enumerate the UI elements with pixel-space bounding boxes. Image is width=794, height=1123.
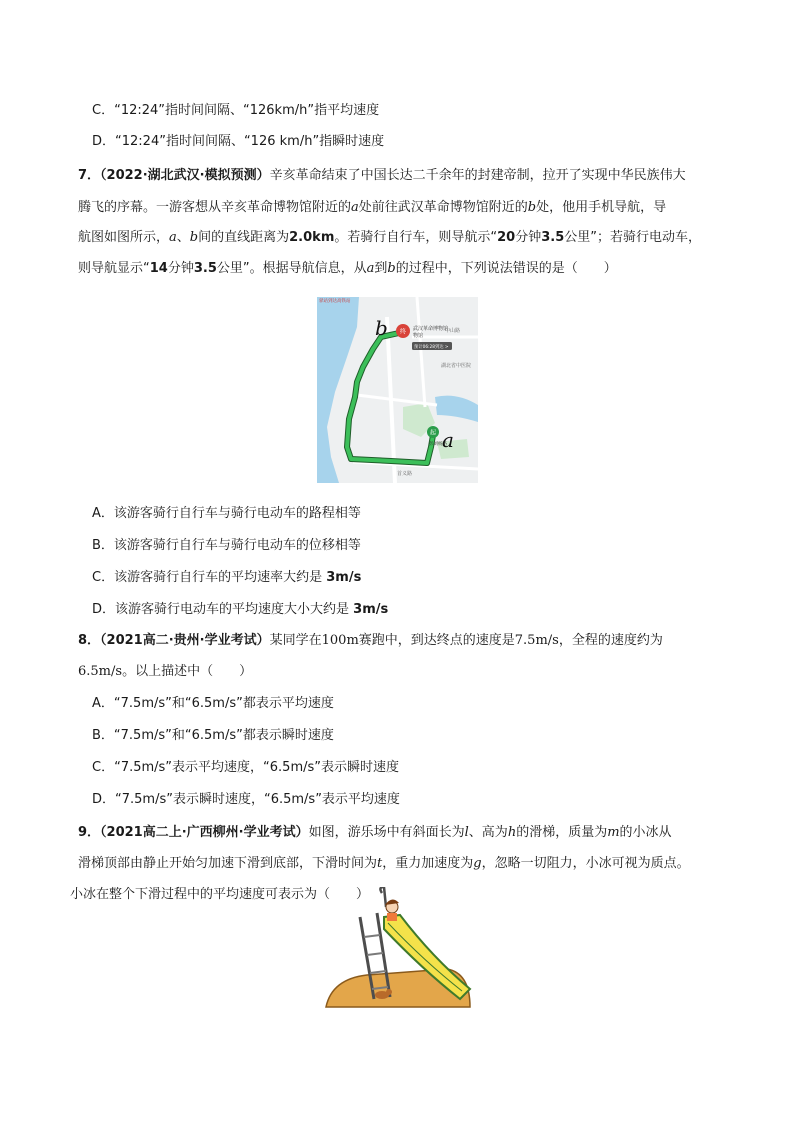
option-letter: C．	[92, 760, 115, 775]
end-badge: 终	[400, 328, 407, 336]
question-source: （2021高二上·广西柳州·学业考试）	[100, 825, 309, 840]
q8-option-b	[92, 726, 334, 746]
bike-minutes: 20	[497, 230, 516, 245]
q7-line-4	[78, 259, 617, 279]
question-text: 间的直线距离为	[198, 230, 290, 245]
option-text: 该游客骑行自行车与骑行电动车的位移相等	[113, 538, 361, 553]
question-text: 。以上描述中（ ）	[122, 664, 253, 679]
variable-t: t	[377, 856, 383, 871]
eta-text: 预计06:28到达 >	[414, 345, 449, 350]
q8-line-1	[78, 631, 663, 651]
hospital-label: 湖北省中医院	[441, 363, 472, 369]
question-text: 辛亥革命结束了中国长达二千余年的封建帝制，拉开了实现中华民族伟大	[269, 168, 686, 183]
q8-line-2	[78, 662, 252, 682]
road-label: 彭刘杨路	[429, 442, 447, 447]
option-letter: B．	[92, 728, 114, 743]
option-letter: D．	[92, 792, 116, 807]
variable-h: h	[507, 825, 517, 840]
navigation-map-figure	[317, 297, 478, 483]
question-text: 分钟	[167, 261, 194, 276]
option-letter: A．	[92, 696, 114, 711]
question-text: 、	[176, 230, 190, 245]
option-text: 该游客骑行自行车的平均速率大约是	[114, 570, 323, 585]
option-text: “7.5m/s”和“6.5m/s”都表示瞬时速度	[113, 728, 334, 743]
question-text: 航图如图所示，	[78, 230, 170, 245]
question-text: 到	[374, 261, 388, 276]
dog-head	[386, 989, 392, 995]
q8-option-a	[92, 694, 334, 714]
q9-line-1	[78, 823, 672, 843]
q6-option-d	[92, 132, 384, 152]
q9-line-2	[78, 854, 690, 874]
ebike-minutes: 14	[149, 261, 168, 276]
option-text: “7.5m/s”和“6.5m/s”都表示平均速度	[113, 696, 334, 711]
question-text: 赛跑中，到达终点的速度是	[358, 633, 515, 648]
question-text: ，重力加速度为	[382, 856, 474, 871]
road-label: 首义路	[397, 471, 413, 477]
question-text: 的滑梯，质量为	[516, 825, 608, 840]
variable-a: a	[351, 200, 359, 215]
variable-a: a	[169, 230, 177, 245]
ladder-rung	[367, 953, 383, 955]
question-text: 、高为	[468, 825, 508, 840]
map-header: 驿站到达高铁站	[319, 299, 351, 304]
start-badge: 起	[430, 429, 437, 437]
question-text: 腾飞的序幕。一游客想从辛亥革命博物馆附近的	[78, 200, 352, 215]
question-number: 8．	[78, 633, 101, 648]
ladder-handle	[380, 887, 386, 907]
poi-name: 武汉革命博物馆	[413, 326, 449, 332]
question-text: 如图，游乐场中有斜面长为	[308, 825, 465, 840]
question-text: 公里”；若骑行电动车，	[564, 230, 702, 245]
variable-b: b	[527, 200, 537, 215]
ladder-rung	[370, 971, 386, 973]
question-text: 的小冰从	[619, 825, 672, 840]
option-letter: C．	[92, 570, 115, 585]
question-text: ，全程的速度约为	[558, 633, 663, 648]
option-letter: C．	[92, 103, 115, 118]
point-b-label: b	[375, 316, 388, 340]
q7-option-d	[92, 600, 388, 620]
question-source: （2021高二·贵州·学业考试）	[100, 633, 270, 648]
option-value: 3m/s	[353, 602, 389, 617]
question-text: 。若骑行自行车，则导航示“	[334, 230, 498, 245]
variable-b: b	[387, 261, 396, 276]
question-number: 9．	[78, 825, 101, 840]
variable-g: g	[473, 856, 482, 871]
ladder-rung	[364, 935, 380, 937]
question-text: 处，他用手机导航，导	[536, 200, 667, 215]
option-letter: D．	[92, 134, 116, 149]
variable-b: b	[189, 230, 199, 245]
option-text: “7.5m/s”表示瞬时速度，“6.5m/s”表示平均速度	[115, 792, 400, 807]
slide-illustration	[322, 887, 472, 1013]
bike-km: 3.5	[541, 230, 565, 245]
q7-line-1	[78, 166, 686, 186]
option-text: “12:24”指时间间隔、“126 km/h”指瞬时速度	[115, 134, 385, 149]
distance-value: 100m	[321, 633, 359, 648]
q7-line-3	[78, 228, 701, 248]
q7-line-2	[78, 198, 666, 218]
option-text: “7.5m/s”表示平均速度，“6.5m/s”表示瞬时速度	[114, 760, 399, 775]
q8-option-d	[92, 790, 400, 810]
question-source: （2022·湖北武汉·模拟预测）	[100, 168, 270, 183]
question-text: 的过程中，下列说法错误的是（ ）	[395, 261, 617, 276]
question-text: 某同学在	[269, 633, 322, 648]
option-letter: B．	[92, 538, 114, 553]
question-number: 7．	[78, 168, 101, 183]
road-label: 中山路	[445, 328, 461, 334]
q7-option-b	[92, 536, 361, 556]
question-text: 则导航显示“	[78, 261, 150, 276]
q8-option-c	[92, 758, 399, 778]
question-text: 分钟	[515, 230, 542, 245]
option-letter: A．	[92, 506, 114, 521]
distance-value: 2.0km	[289, 230, 335, 245]
poi-name-2: 物馆	[413, 333, 424, 339]
variable-a: a	[366, 261, 375, 276]
question-text: 处前往武汉革命博物馆附近的	[358, 200, 528, 215]
question-text: 公里”。根据导航信息，从	[216, 261, 367, 276]
end-speed: 7.5m/s	[514, 633, 559, 648]
point-a-label: a	[442, 428, 454, 452]
option-text: 该游客骑行自行车与骑行电动车的路程相等	[113, 506, 361, 521]
average-speed: 6.5m/s	[78, 664, 123, 679]
variable-m: m	[607, 825, 620, 840]
q7-option-a	[92, 504, 361, 524]
q7-option-c	[92, 568, 361, 588]
option-text: “12:24”指时间间隔、“126km/h”指平均速度	[114, 103, 380, 118]
question-text: 小冰在整个下滑过程中的平均速度可表示为（ ）	[70, 887, 370, 902]
question-text: 滑梯顶部由静止开始匀加速下滑到底部，下滑时间为	[78, 856, 378, 871]
child-body	[387, 913, 397, 921]
option-text: 该游客骑行电动车的平均速度大小大约是	[115, 602, 350, 617]
option-letter: D．	[92, 602, 116, 617]
q6-option-c	[92, 101, 379, 121]
question-text: ，忽略一切阻力，小冰可视为质点。	[481, 856, 690, 871]
ebike-km: 3.5	[193, 261, 217, 276]
variable-l: l	[464, 825, 469, 840]
option-value: 3m/s	[326, 570, 362, 585]
